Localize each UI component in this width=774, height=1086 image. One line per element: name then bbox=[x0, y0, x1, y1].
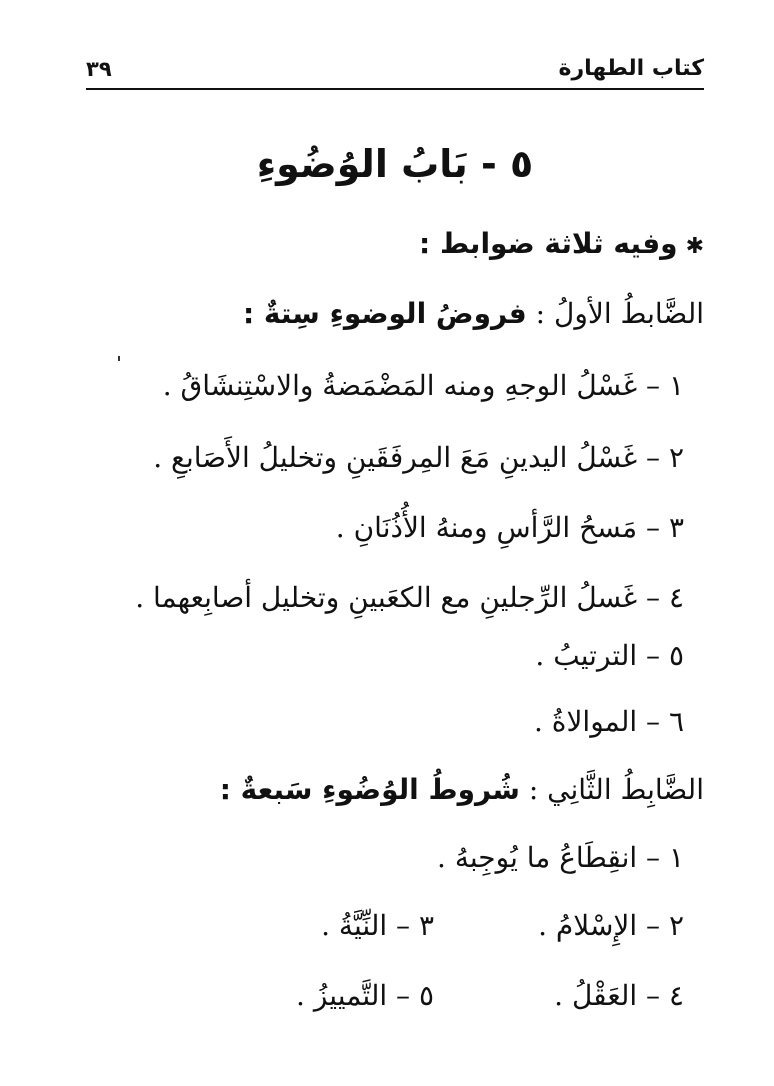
section-two-item-4: ٤ – العَقْلُ . bbox=[554, 979, 684, 1012]
section-two-label: الضَّابِطُ الثَّانِي : bbox=[528, 773, 704, 806]
section-two-title: شُروطُ الوُضُوءِ سَبعةٌ : bbox=[219, 773, 520, 806]
section-two-item-5: ٥ – التَّمييزُ . bbox=[296, 979, 434, 1012]
bullet-star-icon: ✱ bbox=[685, 234, 704, 259]
section-one-item-1: ١ – غَسْلُ الوجهِ ومنه المَضْمَضةُ والاسْتِنشَاقُ . bbox=[162, 369, 684, 402]
section-one-item-2: ٢ – غَسْلُ اليدينِ مَعَ المِرفَقَينِ وتخليلُ الأَصَابعِ . bbox=[153, 441, 684, 474]
section-one-item-6: ٦ – الموالاةُ . bbox=[533, 705, 684, 738]
section-one-item-3: ٣ – مَسحُ الرَّأسِ ومنهُ الأُذُنَانِ . bbox=[335, 511, 684, 544]
section-one-heading bbox=[243, 294, 704, 334]
chapter-title: ٥ - بَابُ الوُضُوءِ bbox=[256, 142, 534, 186]
section-two-row-2 bbox=[284, 906, 684, 946]
section-one-item-5: ٥ – الترتيبُ . bbox=[535, 639, 684, 672]
intro-text: وفيه ثلاثة ضوابط : bbox=[419, 227, 678, 260]
page-number: ٣٩ bbox=[86, 57, 112, 81]
section-two-item-1: ١ – انقِطَاعُ ما يُوجِبهُ . bbox=[437, 841, 684, 874]
section-two-item-2: ٢ – الإِسْلامُ . bbox=[538, 909, 684, 942]
scan-speck bbox=[118, 356, 120, 361]
section-two-item-3: ٣ – النِّيَّةُ . bbox=[321, 909, 434, 942]
book-title: كتاب الطهارة bbox=[558, 56, 704, 81]
section-one-label: الضَّابطُ الأولُ : bbox=[535, 297, 704, 330]
section-one-item-4: ٤ – غَسلُ الرِّجلينِ مع الكعَبينِ وتخليل أصابِعهما . bbox=[135, 581, 684, 614]
section-two-heading bbox=[220, 770, 704, 810]
section-two-row-3 bbox=[284, 976, 684, 1016]
intro-line bbox=[419, 224, 704, 267]
section-one-title: فروضُ الوضوءِ سِتةٌ : bbox=[242, 297, 527, 330]
running-header bbox=[86, 54, 704, 90]
